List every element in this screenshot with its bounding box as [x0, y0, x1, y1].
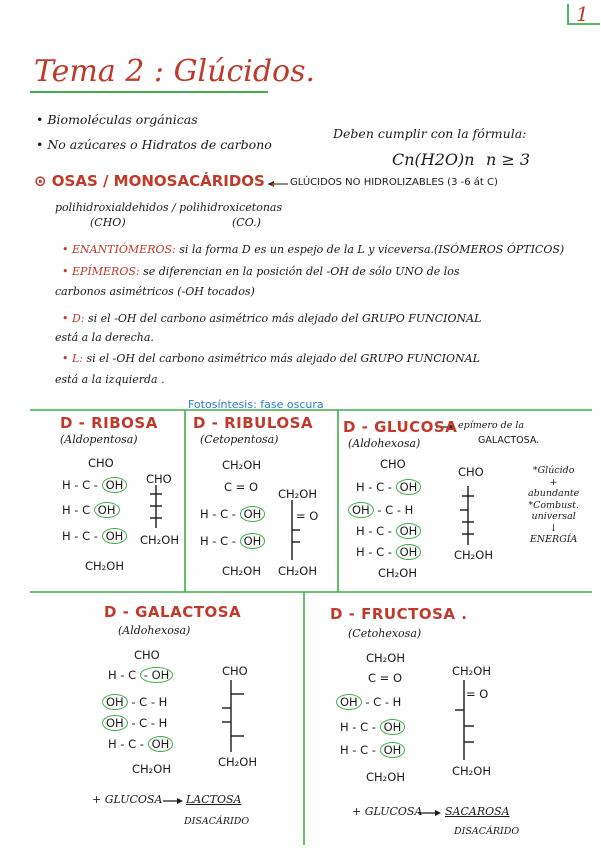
fructosa-keto: C = O: [368, 671, 403, 685]
fructosa-row-3: H - C - OH: [340, 717, 405, 738]
def-d: [62, 312, 481, 325]
galactosa-oh-2: OH: [102, 694, 128, 710]
poly-line: polihidroxialdehidos / polihidroxicetonas: [55, 201, 283, 214]
fructosa-bottom: CH₂OH: [366, 770, 405, 784]
ribulosa-oh-2: OH: [240, 506, 266, 522]
ribulosa-bottom: CH₂OH: [222, 564, 261, 578]
poly-cho: (CHO): [90, 216, 126, 229]
glucosa-oh-4: OH: [396, 544, 422, 560]
d-text-2: está a la derecha.: [55, 331, 154, 344]
ribulosa-name: D - RIBULOSA: [193, 414, 314, 432]
ribosa-row-1: H - C - OH: [62, 475, 127, 496]
ribulosa-top: CH₂OH: [222, 458, 261, 472]
galactosa-row-1: H - C - OH: [108, 665, 173, 686]
d-text-1: si el -OH del carbono asimétrico más alejado del GRUPO FUNCIONAL: [88, 312, 482, 325]
fructosa-fischer-bottom: CH₂OH: [452, 764, 491, 778]
def-epimeros: [62, 265, 460, 278]
ribosa-row-3: H - C - OH: [62, 526, 127, 547]
enantio-text: si la forma D es un espejo de la L y viceversa.(ISÓMEROS ÓPTICOS): [179, 243, 565, 256]
poly-co: (CO.): [232, 216, 261, 229]
glucosa-note-1: epímero de la: [458, 420, 525, 431]
ribulosa-row-3: H - C - OH: [200, 531, 265, 552]
glucosa-name: D - GLUCOSA: [343, 418, 458, 436]
ribosa-oh-1: OH: [102, 477, 128, 493]
glucosa-note-2: GALACTOSA.: [478, 435, 540, 446]
fructosa-row-2: OH - C - H: [336, 692, 401, 713]
ribosa-fischer-bottom: CH₂OH: [140, 533, 179, 547]
glucosa-row-1: H - C - OH: [356, 477, 421, 498]
epimeros-text-2: carbonos asimétricos (-OH tocados): [55, 285, 255, 298]
glucosa-row-3: H - C - OH: [356, 521, 421, 542]
ribulosa-type: (Cetopentosa): [200, 433, 279, 446]
ribosa-type: (Aldopentosa): [60, 433, 138, 446]
galactosa-type: (Aldohexosa): [118, 624, 191, 637]
enantio-key: • ENANTIÓMEROS:: [62, 243, 176, 256]
epimeros-key: • EPÍMEROS:: [62, 265, 140, 278]
fructosa-combo: + GLUCOSA: [352, 805, 423, 818]
section-arrow-note: GLÚCIDOS NO HIDROLIZABLES (3 -6 át C): [290, 177, 498, 188]
d-key: • D:: [62, 312, 85, 325]
fructosa-top: CH₂OH: [366, 651, 405, 665]
ribosa-fischer-top: CHO: [146, 472, 172, 486]
formula: Cn(H2O)n: [392, 150, 475, 169]
ribosa-oh-2: OH: [94, 502, 120, 518]
fructosa-fischer-top: CH₂OH: [452, 664, 491, 678]
galactosa-combo-type: DISACÁRIDO: [184, 816, 250, 827]
galactosa-row-4: H - C - OH: [108, 734, 173, 755]
ribosa-top: CHO: [88, 456, 114, 470]
galactosa-fischer-top: CHO: [222, 664, 248, 678]
bullet-1: • Biomoléculas orgánicas: [36, 112, 198, 127]
ribosa-oh-3: OH: [102, 528, 128, 544]
glucosa-oh-1: OH: [396, 479, 422, 495]
fructosa-combo-type: DISACÁRIDO: [454, 826, 520, 837]
section-title: ⊙ OSAS / MONOSACÁRIDOS .: [34, 172, 276, 190]
galactosa-row-3: OH - C - H: [102, 713, 167, 734]
formula-note: Deben cumplir con la fórmula:: [333, 126, 527, 141]
ribosa-name: D - RIBOSA: [60, 414, 158, 432]
def-l: [62, 352, 480, 365]
l-key: • L:: [62, 352, 83, 365]
fructosa-oh-3: OH: [380, 719, 406, 735]
galactosa-top: CHO: [134, 648, 160, 662]
ribulosa-fischer-keto: = O: [296, 509, 319, 523]
ribulosa-fischer-bottom: CH₂OH: [278, 564, 317, 578]
bullet-1-text: Biomoléculas orgánicas: [47, 112, 198, 127]
epimeros-text-1: se diferencian en la posición del -OH de sólo UNO de los: [143, 265, 460, 278]
bullet-2-text: No azúcares o Hidratos de carbono: [47, 137, 272, 152]
glucosa-fischer-bottom: CH₂OH: [454, 548, 493, 562]
bullet-2: • No azúcares o Hidratos de carbono: [36, 137, 272, 152]
galactosa-bottom: CH₂OH: [132, 762, 171, 776]
galactosa-row-2: OH - C - H: [102, 692, 167, 713]
fructosa-name: D - FRUCTOSA .: [330, 605, 468, 623]
page-title: Tema 2 : Glúcidos.: [34, 54, 316, 89]
glucosa-bottom: CH₂OH: [378, 566, 417, 580]
ribulosa-row-2: H - C - OH: [200, 504, 265, 525]
ribosa-row-2: H - C OH: [62, 500, 120, 521]
galactosa-fischer-bottom: CH₂OH: [218, 755, 257, 769]
glucosa-notes: *Glúcido + abundante *Combust. universal ↓ ENERGÍA: [528, 465, 580, 545]
glucosa-fischer-top: CHO: [458, 465, 484, 479]
glucosa-type: (Aldohexosa): [348, 437, 421, 450]
ribulosa-oh-3: OH: [240, 533, 266, 549]
page-number: 1: [576, 2, 589, 26]
l-text-2: está a la izquierda .: [55, 373, 165, 386]
fructosa-row-4: H - C - OH: [340, 740, 405, 761]
glucosa-oh-2: OH: [348, 502, 374, 518]
fructosa-oh-2: OH: [336, 694, 362, 710]
ribosa-bottom: CH₂OH: [85, 559, 124, 573]
galactosa-name: D - GALACTOSA: [104, 603, 242, 621]
fructosa-oh-4: OH: [380, 742, 406, 758]
galactosa-oh-1: - OH: [140, 667, 174, 683]
glucosa-oh-3: OH: [396, 523, 422, 539]
fructosa-fischer-keto: = O: [466, 687, 489, 701]
glucosa-row-4: H - C - OH: [356, 542, 421, 563]
ribulosa-fischer-top: CH₂OH: [278, 487, 317, 501]
l-text-1: si el -OH del carbono asimétrico más alejado del GRUPO FUNCIONAL: [86, 352, 480, 365]
glucosa-row-2: OH - C - H: [348, 500, 413, 521]
galactosa-combo: + GLUCOSA: [92, 793, 163, 806]
fructosa-combo-result: SACAROSA: [445, 805, 510, 818]
galactosa-oh-4: OH: [148, 736, 174, 752]
glucosa-top: CHO: [380, 457, 406, 471]
fructosa-type: (Cetohexosa): [348, 627, 422, 640]
def-enantiomeros: [62, 243, 564, 256]
galactosa-oh-3: OH: [102, 715, 128, 731]
ribulosa-keto: C = O: [224, 480, 259, 494]
galactosa-combo-result: LACTOSA: [186, 793, 242, 806]
watermark: Fotosíntesis: fase oscura: [188, 398, 324, 411]
formula-condition: n ≥ 3: [486, 150, 531, 169]
